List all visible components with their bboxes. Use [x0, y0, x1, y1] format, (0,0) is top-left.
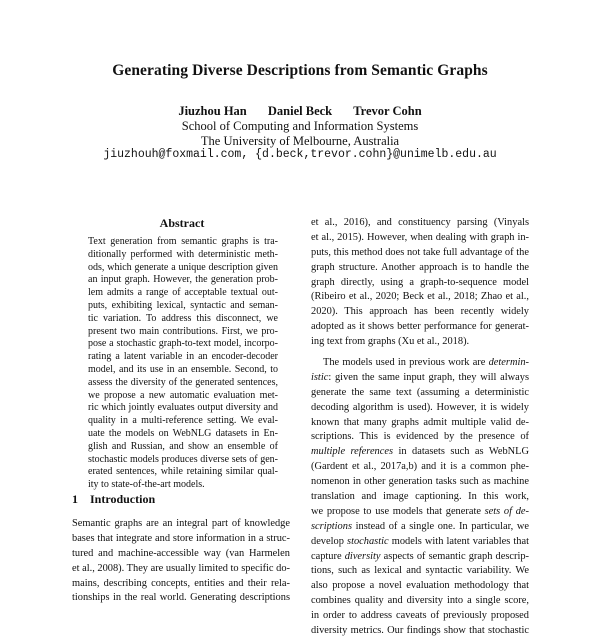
body-line: (Gardent et al., 2017a,b) and it is a common phe- — [311, 461, 529, 473]
abstract-line: ods, which generate a unique description given — [88, 261, 278, 273]
body-line: et al., 2015). However, when dealing with graph in- — [311, 231, 529, 243]
body-line — [311, 550, 529, 565]
body-line: scriptions. This is evidenced by the presence of — [311, 431, 529, 443]
intro-line: bases that integrate and store information in a struc- — [72, 532, 290, 544]
body-text: : given the same input graph, they will always — [328, 371, 529, 383]
abstract-line: glish and Russian, and show an ensemble of — [88, 440, 278, 452]
body-line — [311, 445, 529, 460]
body-line: (Ribeiro et al., 2020; Beck et al., 2018; Zhao et al., — [311, 291, 529, 303]
abstract-line: Text generation from semantic graphs is tra- — [88, 236, 278, 247]
section-heading-introduction — [72, 492, 155, 507]
intro-line: Semantic graphs are an integral part of knowledge — [72, 518, 290, 529]
author-name: Jiuzhou Han — [178, 104, 247, 118]
emphasis-text: stochastic — [347, 535, 389, 547]
abstract-line: erated sentences, while retaining similar qual- — [88, 466, 278, 478]
emphasis-text: multiple references — [311, 446, 394, 458]
body-text: we propose to use models that generate — [311, 505, 485, 517]
abstract-line: assess the diversity of the generated sentences, — [88, 376, 278, 388]
body-text: develop — [311, 535, 348, 547]
intro-line: tionships in the real world. Generating descriptions — [72, 592, 290, 604]
abstract-body — [88, 236, 278, 492]
abstract-line: uate the models on WebNLG datasets in En- — [88, 427, 278, 439]
abstract-line: ric which jointly evaluates output diversity and — [88, 402, 278, 414]
body-text: in datasets such as WebNLG — [393, 446, 529, 458]
body-line — [311, 535, 529, 550]
body-text: models with latent variables that — [388, 535, 529, 547]
body-line — [311, 356, 529, 371]
emphasis-text: scriptions — [311, 520, 352, 532]
abstract-line: an input graph. However, the generation prob- — [88, 274, 278, 286]
affiliation-university: The University of Melbourne, Australia — [200, 134, 400, 148]
body-line — [311, 520, 529, 535]
abstract-heading: Abstract — [159, 216, 205, 230]
body-line: decoding algorithm is used). However, it is widely — [311, 401, 529, 413]
abstract-line: stochastic models produces diverse sets of gen- — [88, 453, 278, 465]
body-line: generate the same text (assuming a deterministic — [311, 386, 529, 398]
abstract-line: puts, exhibiting lexical, syntactic and seman- — [88, 299, 278, 311]
body-text: The models used in previous work are — [323, 357, 489, 369]
emphasis-text: determin- — [488, 357, 529, 369]
body-line: adopted as it shows better performance for generat- — [311, 321, 529, 333]
body-line — [311, 371, 529, 386]
author-emails: jiuzhouh@foxmail.com, {d.beck,trevor.cohn}@unimelb.edu.au — [103, 148, 497, 161]
abstract-line: model, and its use in an ensemble. Second, to — [88, 363, 278, 375]
section-number: 1 — [72, 492, 78, 506]
emphasis-text: diversity — [344, 550, 381, 562]
body-line: graph structure. Another approach is to handle the — [311, 261, 529, 273]
author-name: Trevor Cohn — [353, 104, 422, 118]
abstract-line: ity to state-of-the-art models. — [88, 479, 205, 491]
intro-line: mains, describing concepts, entities and their rela- — [72, 577, 290, 589]
affiliation-school: School of Computing and Information Systems — [181, 119, 419, 133]
body-line: tions, such as lexical and syntactic variability. We — [311, 565, 529, 577]
body-line: et al., 2016), and constituency parsing (Vinyals — [311, 217, 529, 228]
abstract-line: lem admits a range of acceptable textual out- — [88, 287, 278, 299]
intro-line: et al., 2008). They are usually limited to specific do- — [72, 562, 290, 574]
emphasis-text: istic — [311, 371, 329, 383]
author-list — [0, 104, 600, 119]
body-line: nomenon in other generation tasks such as machine — [311, 476, 529, 488]
author-name: Daniel Beck — [267, 104, 333, 118]
abstract-line: ditionally performed with deterministic meth- — [88, 248, 278, 260]
body-line: diversity metrics. Our findings show that stochastic — [311, 625, 529, 637]
abstract-line: tic variation. To address this disconnect, we — [88, 312, 278, 324]
body-line: translation and image captioning. In this work, — [311, 491, 529, 503]
body-line: known that many graphs admit multiple valid de- — [311, 416, 529, 428]
body-text: instead of a single one. In particular, we — [352, 520, 529, 532]
intro-line: tured and machine-accessible way (van Harmelen — [72, 547, 290, 559]
right-column-body — [311, 216, 529, 639]
section-title: Introduction — [90, 492, 156, 506]
body-line — [311, 505, 529, 520]
body-line: 2020). This approach has been recently widely — [311, 306, 529, 318]
body-line: graph directly, using a graph-to-sequence model — [311, 276, 529, 288]
body-line: in order to address caveats of previously proposed — [311, 610, 529, 622]
body-line: combines quality and diversity into a single score, — [311, 595, 529, 607]
abstract-line: we propose a new automatic evaluation met- — [88, 389, 278, 401]
body-text: aspects of semantic graph descrip- — [380, 550, 530, 562]
abstract-line: present two main contributions. First, we pro- — [88, 325, 278, 337]
emphasis-text: sets of de- — [484, 505, 529, 517]
abstract-line: rating a latent variable in an encoder-decoder — [88, 351, 278, 363]
body-line: ing text from graphs (Xu et al., 2018). — [311, 336, 470, 348]
introduction-body — [72, 517, 290, 606]
body-line: puts, this method does not take full advantage of the — [311, 246, 529, 258]
abstract-line: pose a stochastic graph-to-text model, incorpo- — [88, 338, 278, 350]
body-text: capture — [311, 550, 345, 562]
body-line: also propose a novel evaluation methodology that — [311, 580, 529, 592]
paper-title: Generating Diverse Descriptions from Semantic Graphs — [112, 62, 488, 79]
abstract-line: quality in a multi-reference setting. We eval- — [88, 415, 278, 427]
